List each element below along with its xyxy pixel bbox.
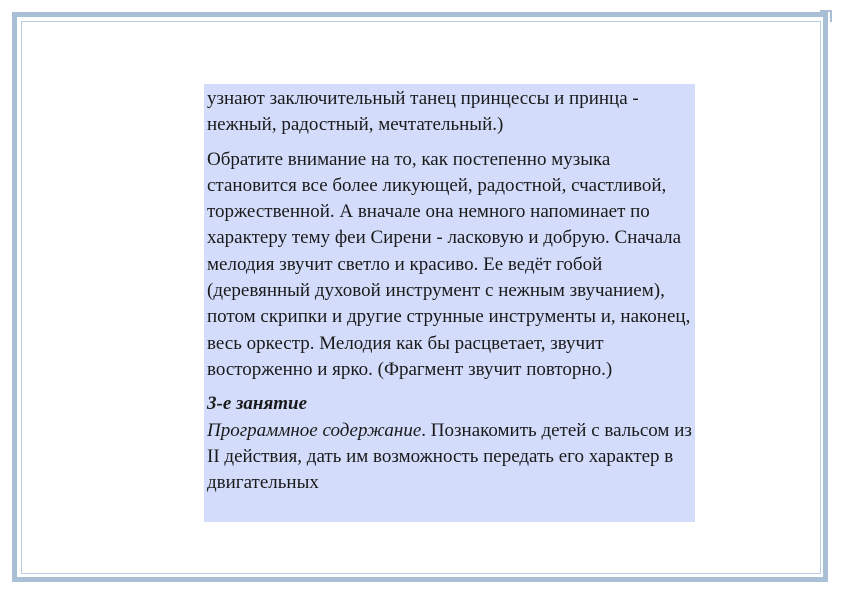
program-content-label: Программное содержание — [207, 419, 422, 441]
slide-border-corner — [820, 10, 832, 22]
program-content-text: . Познакомить детей с вальсом из II действия, дать им возможность передать его характер в двигательных — [207, 419, 692, 494]
paragraph-melody-description: Обратите внимание на то, как постепенно музыка становится все более ликующей, радостной, счастливой, торжественной. А вначале она немного напоминает по характеру тему феи Сирени - ласковую и добрую. Сначала мелодия звучит светло и красиво. Ее ведёт гобой (деревянный духовой инструмент с нежным звучанием), потом скрипки и другие струнные инструменты и, наконец, весь оркестр. Мелодия как бы расцветает, звучит восторженно и ярко. (Фрагмент звучит повторно.) — [207, 148, 691, 380]
paragraph-finale-dance: узнают заключительный танец принцессы и принца - нежный, радостный, мечтательный.) — [207, 88, 639, 136]
text-box[interactable] — [204, 84, 695, 522]
lesson-heading: 3-е занятие — [207, 393, 308, 415]
paragraph-lesson-3 — [207, 391, 692, 496]
